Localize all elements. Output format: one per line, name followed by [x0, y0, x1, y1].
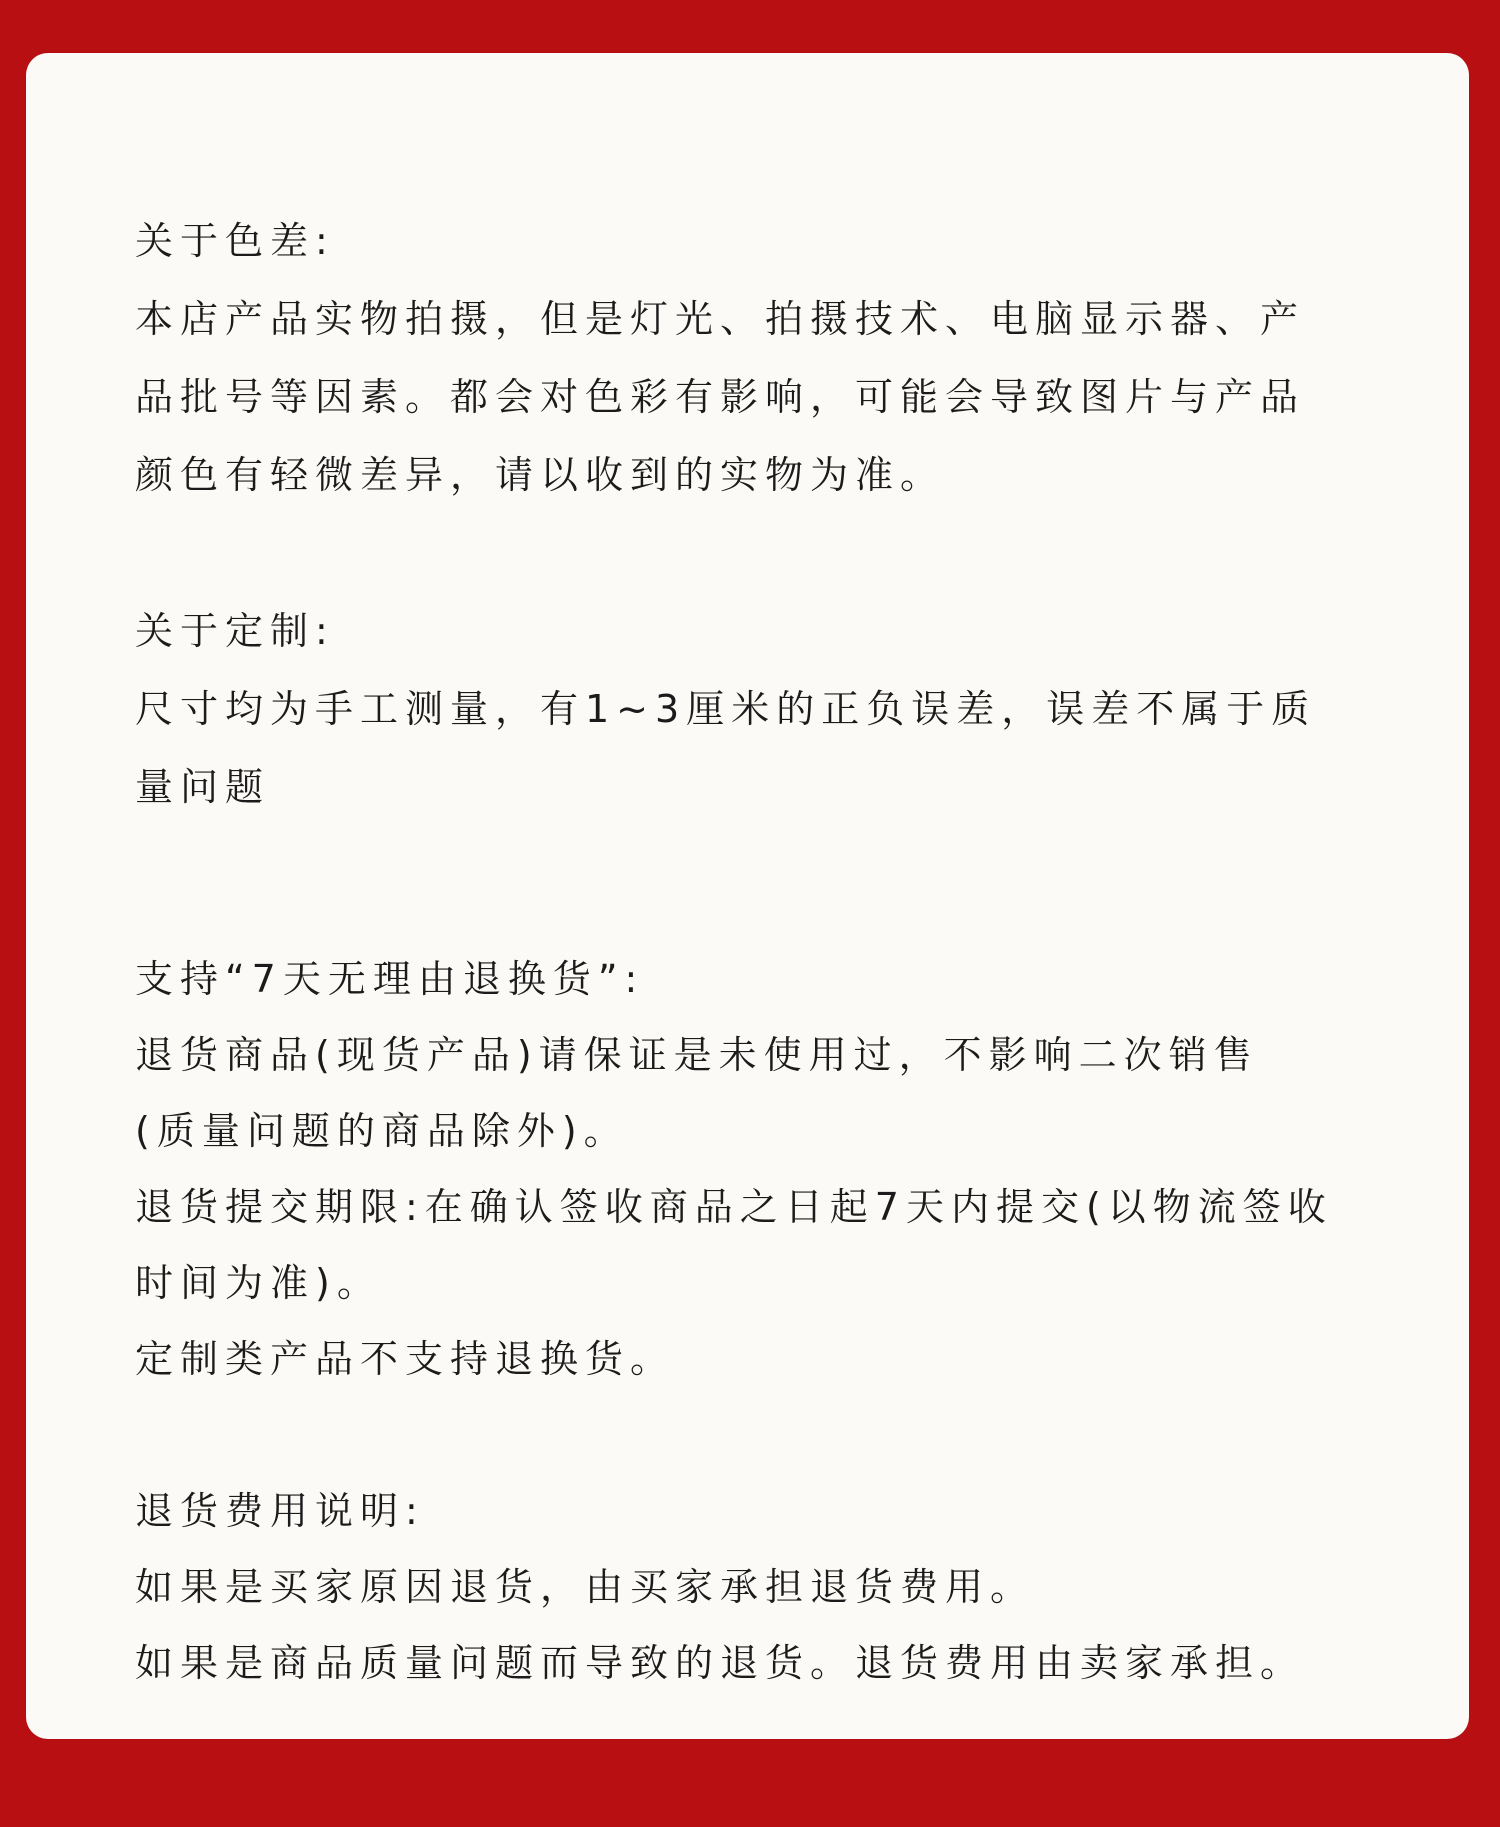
color-section-heading: 关于色差: [135, 219, 335, 263]
color-section-line-3: 颜色有轻微差异，请以收到的实物为准。 [135, 453, 946, 497]
color-section-line-1: 本店产品实物拍摄，但是灯光、拍摄技术、电脑显示器、产 [135, 297, 1306, 341]
returns-section-heading: 支持“7天无理由退换货”: [135, 957, 645, 1001]
fees-section-heading: 退货费用说明: [135, 1489, 425, 1533]
color-section-line-2: 品批号等因素。都会对色彩有影响，可能会导致图片与产品 [135, 375, 1306, 419]
custom-section-line-2: 量问题 [135, 765, 271, 809]
fees-section-line-2: 如果是商品质量问题而导致的退货。退货费用由卖家承担。 [135, 1641, 1306, 1685]
custom-section-line-1: 尺寸均为手工测量，有1~3厘米的正负误差，误差不属于质 [135, 687, 1317, 731]
notice-card [26, 53, 1469, 1739]
returns-section-line-2: (质量问题的商品除外)。 [135, 1109, 629, 1153]
returns-section-line-1: 退货商品(现货产品)请保证是未使用过，不影响二次销售 [135, 1033, 1259, 1077]
custom-section-heading: 关于定制: [135, 609, 335, 653]
returns-section-line-5: 定制类产品不支持退换货。 [135, 1337, 676, 1381]
returns-section-line-4: 时间为准)。 [135, 1261, 382, 1305]
fees-section-line-1: 如果是买家原因退货，由买家承担退货费用。 [135, 1565, 1036, 1609]
returns-section-line-3: 退货提交期限:在确认签收商品之日起7天内提交(以物流签收 [135, 1185, 1333, 1229]
